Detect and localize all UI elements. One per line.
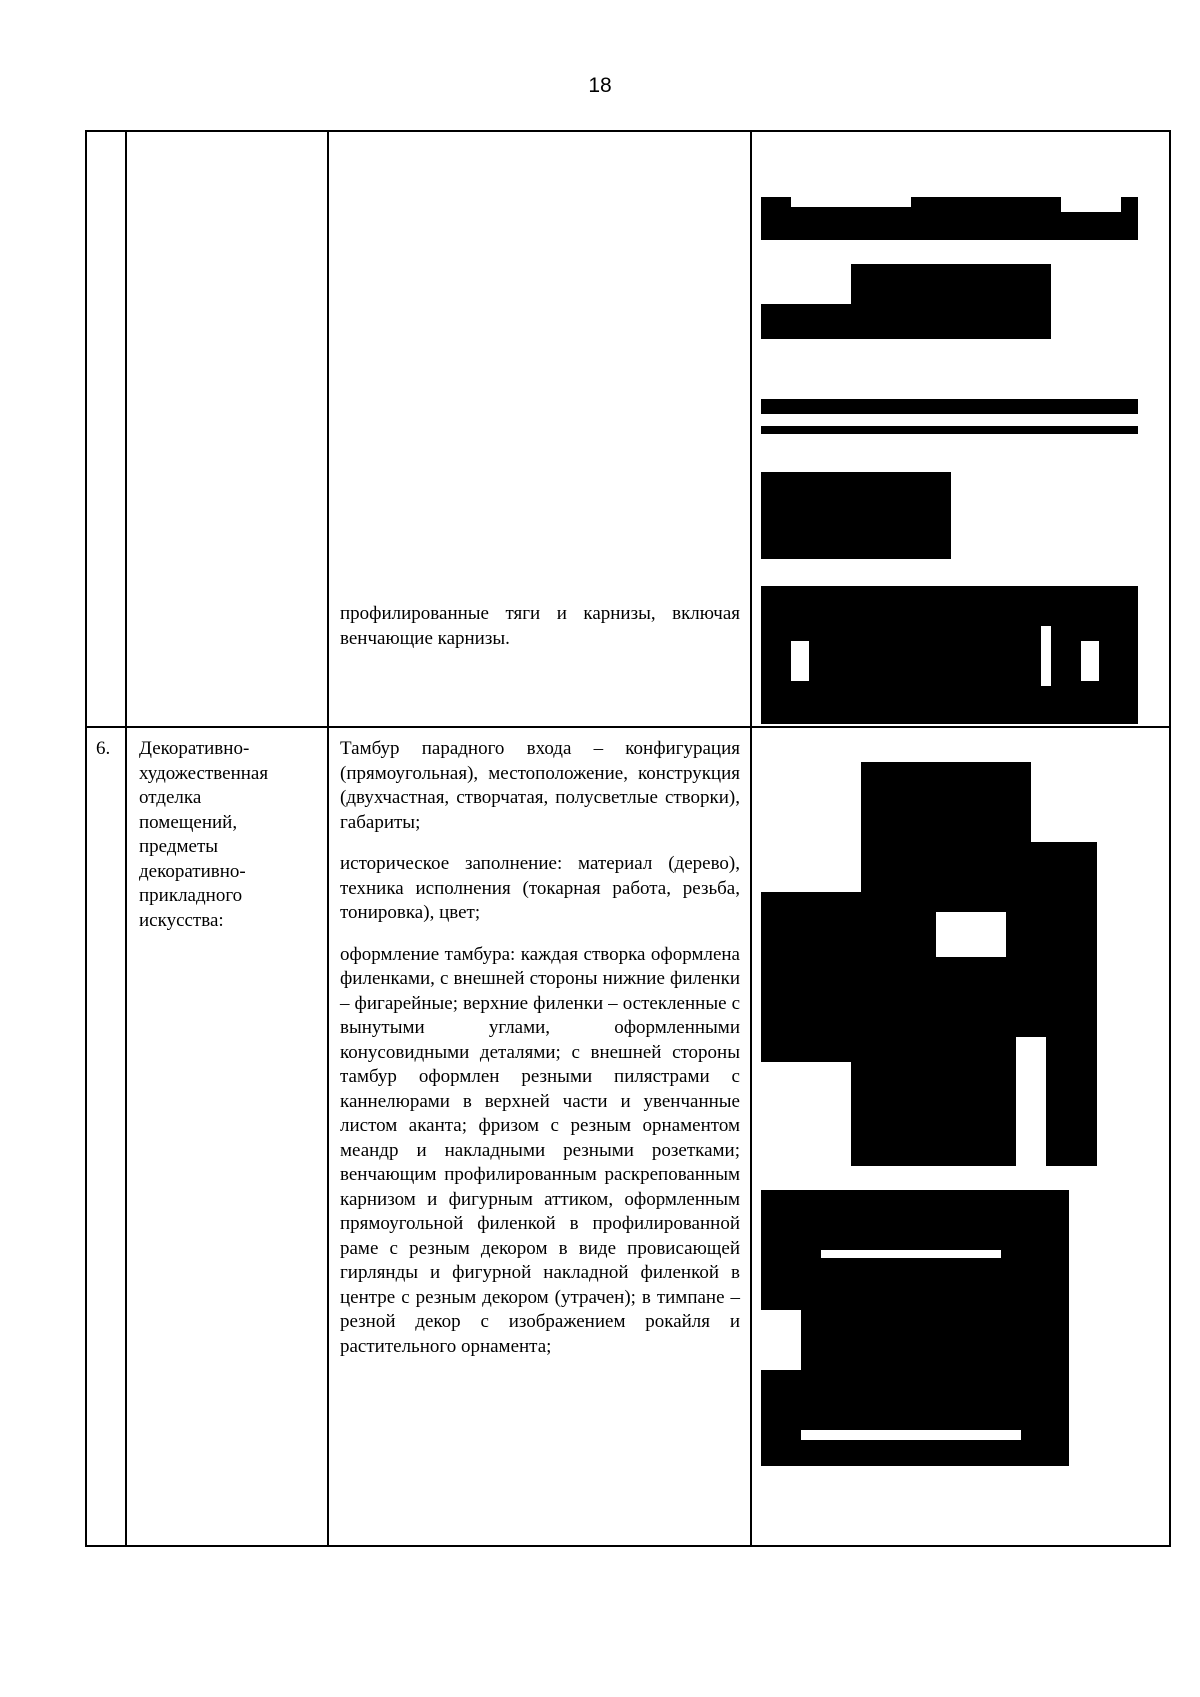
- table-row: [86, 131, 1170, 727]
- cornice-photo-1: [761, 157, 1138, 240]
- cornice-photo-2: [761, 264, 1138, 434]
- vestibule-photo-2: [761, 1190, 1069, 1466]
- cornice-photo-3: [761, 472, 971, 559]
- table-row: [86, 727, 1170, 1546]
- description-paragraph: Тамбур парадного входа – конфигурация (прямоугольная), местоположение, конструкция (двухчастная, створчатая, полусветлые створки), габариты;: [340, 738, 740, 833]
- description-paragraph: оформление тамбура: каждая створка оформлена филенками, с внешней стороны нижние филенки – фигарейные; верхние филенки – остекленные с вынутыми углами, оформленными конусовидными деталями; с внешней стороны тамбур оформлен резными пилястрами с каннелюрами в верхней части и увенчанные листом аканта; фризом с резным орнаментом меандр и накладными резными розетками; венчающим профилированным раскрепованным карнизом и фигурным аттиком, оформленным прямоугольной филенкой в профилированной раме с резным декором в виде провисающей гирлянды и фигурной накладной филенкой в центре с резным декором (утрачен); в тимпане – резной декор с изображением рокайля и растительного орнамента;: [340, 943, 740, 1357]
- number-cell: [86, 131, 126, 727]
- page-number: 18: [588, 74, 612, 97]
- description-paragraph: историческое заполнение: материал (дерево), техника исполнения (токарная работа, резьба, тонировка), цвет;: [340, 853, 740, 923]
- number-cell: [86, 727, 126, 1546]
- description-paragraph: профилированные тяги и карнизы, включая венчающие карнизы.: [340, 603, 740, 649]
- photo-cell: [751, 727, 1170, 1546]
- row-number: [87, 132, 125, 141]
- monument-table: [85, 130, 1171, 1547]
- row-number: 6.: [96, 738, 111, 759]
- element-name: Декоративно- художественная отделка помещений, предметы декоративно- прикладного искусства:: [139, 738, 269, 931]
- cornice-photo-4: [761, 586, 1138, 724]
- description-cell: [328, 131, 751, 727]
- name-cell: [126, 727, 328, 1546]
- vestibule-photo-1: [761, 762, 1097, 1166]
- name-cell: [126, 131, 328, 727]
- description-cell: [328, 727, 751, 1546]
- photo-cell: [751, 131, 1170, 727]
